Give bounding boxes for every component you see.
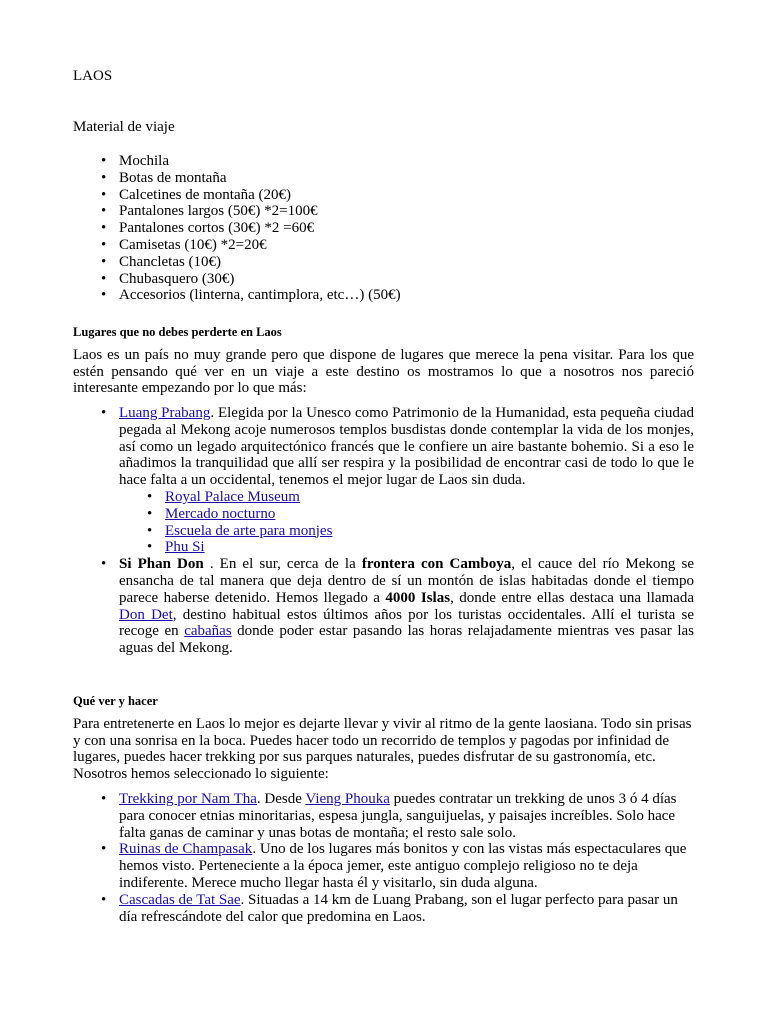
list-item-si-phan-don <box>119 556 694 657</box>
list-item-cascadas <box>119 892 694 926</box>
list-item-trekking <box>119 791 694 841</box>
si-phan-don-bold: Si Phan Don <box>119 556 204 573</box>
que-heading: Qué ver y hacer <box>73 694 158 708</box>
mercado-nocturno-link[interactable]: Mercado nocturno <box>165 505 276 522</box>
si-phan-don-text: , destino habitual estos últimos años por los turistas occidentales. Allí el turista se recoge en <box>119 606 694 640</box>
si-phan-don-text: donde poder estar pasando las horas relajadamente mientras ves pasar las aguas del Mekong. <box>119 623 694 657</box>
list-item: • Mochila <box>119 153 694 170</box>
que-intro: Para entretenerte en Laos lo mejor es dejarte llevar y vivir al ritmo de la gente laosiana. Todo sin prisas y con una sonrisa en la boca. Puedes hacer todo un recorrido de templos y pagodas por infinidad de lugares, puedes hacer trekking por sus parques naturales, puedes disfrutar de su gastronomía, etc. Nosotros hemos seleccionado lo siguiente: <box>73 716 692 783</box>
cascadas-link[interactable]: Cascadas de Tat Sae <box>119 891 241 908</box>
trekking-text: puedes contratar un trekking de unos 3 ó 4 días para conocer etnias minoritarias, espesa jungla, sanguijuelas, y paisajes increíbles. Solo hace falta ganas de caminar y unas botas de montaña; el resto sale solo. <box>119 791 677 841</box>
cascadas-text: . Situadas a 14 km de Luang Prabang, son el lugar perfecto para pasar un día refrescándote del calor que predomina en Laos. <box>119 891 678 925</box>
list-item: • Chubasquero (30€) <box>119 271 694 288</box>
document-title: LAOS <box>73 68 113 84</box>
trekking-text: . Desde <box>256 791 306 807</box>
list-item: • Pantalones cortos (30€) *2 =60€ <box>119 220 694 237</box>
list-item-luang-prabang <box>119 405 694 556</box>
si-phan-don-text: , el cauce del río Mekong se ensancha de tal manera que deja dentro de sí un montón de islas habitadas donde el tiempo parece haberse detenido. Hemos llegado a <box>119 556 694 606</box>
list-item: • Calcetines de montaña (20€) <box>119 187 694 204</box>
luang-prabang-text: . Elegida por la Unesco como Patrimonio de la Humanidad, esta pequeña ciudad pegada al Mekong acoje numerosos templos busdistas donde contemplar la vida de los monjes, así como un legado arquitectónico francés que le confiere un aire bastante bohemio. Si a eso le añadimos la tranquilidad que allí ser respira y la posibilidad de encontrar casi de todo lo que le hace falta a un occidental, tenemos el mejor lugar de Laos sin duda. <box>119 405 694 489</box>
material-heading: Material de viaje <box>73 119 175 135</box>
list-item: • Accesorios (linterna, cantimplora, etc…) (50€) <box>119 287 694 304</box>
luang-prabang-link[interactable]: Luang Prabang <box>119 405 211 421</box>
list-item: • Pantalones largos (50€) *2=100€ <box>119 203 694 220</box>
lugares-list <box>119 405 694 657</box>
lugares-heading: Lugares que no debes perderte en Laos <box>73 325 282 339</box>
cabanas-link[interactable]: cabañas <box>184 623 232 640</box>
si-phan-don-text: , donde entre ellas destaca una llamada <box>450 589 694 606</box>
frontera-bold: frontera con Camboya <box>361 556 512 573</box>
list-item <box>165 489 694 506</box>
list-item <box>165 506 694 523</box>
list-item <box>165 523 694 540</box>
vieng-phouka-link[interactable]: Vieng Phouka <box>305 791 390 807</box>
trekking-link[interactable]: Trekking por Nam Tha <box>119 791 257 807</box>
ruinas-link[interactable]: Ruinas de Champasak <box>119 841 253 858</box>
material-list <box>119 153 694 304</box>
list-item-ruinas <box>119 841 694 891</box>
escuela-arte-link[interactable]: Escuela de arte para monjes <box>165 522 333 539</box>
que-list <box>119 791 694 925</box>
royal-palace-link[interactable]: Royal Palace Museum <box>165 488 300 505</box>
list-item: • Botas de montaña <box>119 170 694 187</box>
phu-si-link[interactable]: Phu Si <box>165 539 205 556</box>
list-item: • Camisetas (10€) *2=20€ <box>119 237 694 254</box>
islas-bold: 4000 Islas <box>385 589 451 606</box>
don-det-link[interactable]: Don Det <box>119 606 173 623</box>
lugares-intro: Laos es un país no muy grande pero que dispone de lugares que merece la pena visitar. Para los que estén pensando qué ver en un viaje a este destino os mostramos lo que a nosotros nos pareció interesante empezando por lo que más: <box>73 347 694 397</box>
si-phan-don-text: . En el sur, cerca de la <box>203 556 362 573</box>
list-item: • Chancletas (10€) <box>119 254 694 271</box>
list-item <box>165 539 694 556</box>
ruinas-text: . Uno de los lugares más bonitos y con las vistas más espectaculares que hemos visto. Perteneciente a la época jemer, este antiguo complejo religioso no te deja indiferente. Merece mucho llegar hasta él y visitarlo, sin duda alguna. <box>119 841 687 891</box>
luang-prabang-sublist <box>165 489 694 556</box>
